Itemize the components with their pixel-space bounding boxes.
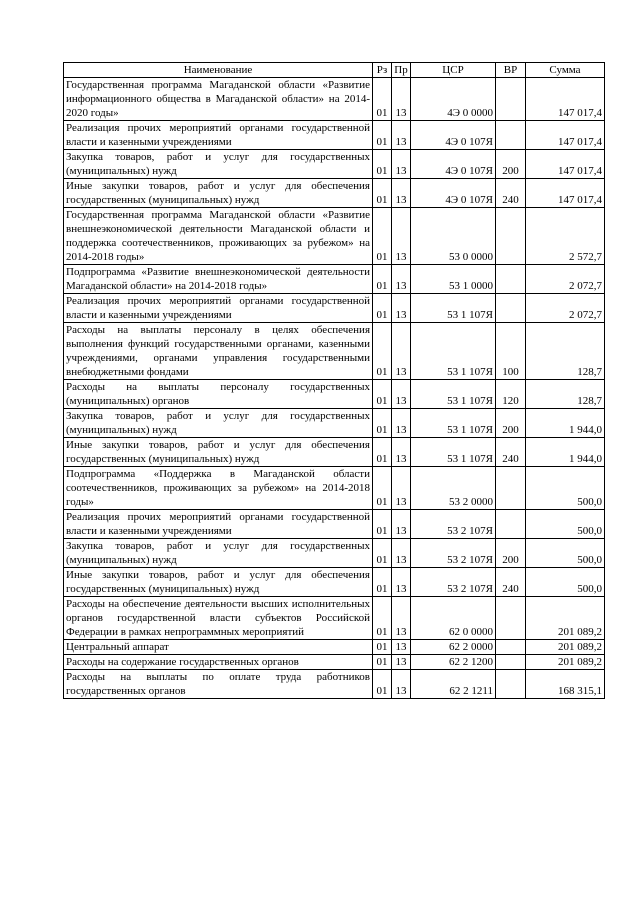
cell-csr: 53 2 0000 [411, 467, 496, 510]
cell-rz: 01 [373, 323, 392, 380]
table-row [64, 179, 605, 208]
cell-sum: 500,0 [526, 539, 605, 568]
cell-pr: 13 [392, 655, 411, 670]
table-row [64, 78, 605, 121]
cell-pr: 13 [392, 467, 411, 510]
cell-pr: 13 [392, 510, 411, 539]
cell-name: Расходы на выплаты персоналу государственных (муниципальных) органов [64, 380, 373, 409]
cell-csr: 53 1 0000 [411, 265, 496, 294]
cell-sum: 147 017,4 [526, 78, 605, 121]
cell-name: Государственная программа Магаданской области «Развитие внешнеэкономической деятельности Магаданской области и поддержка соотечественников, проживающих за рубежом» на 2014-2018 годы» [64, 208, 373, 265]
budget-table [63, 62, 605, 699]
table-body [64, 78, 605, 699]
header-pr: Пр [392, 63, 411, 78]
cell-rz: 01 [373, 597, 392, 640]
cell-name: Иные закупки товаров, работ и услуг для обеспечения государственных (муниципальных) нужд [64, 568, 373, 597]
table-row [64, 670, 605, 699]
cell-vr [496, 510, 526, 539]
cell-sum: 1 944,0 [526, 409, 605, 438]
cell-vr [496, 467, 526, 510]
cell-sum: 500,0 [526, 568, 605, 597]
cell-vr [496, 655, 526, 670]
cell-vr [496, 670, 526, 699]
cell-pr: 13 [392, 179, 411, 208]
cell-rz: 01 [373, 380, 392, 409]
cell-name: Государственная программа Магаданской области «Развитие информационного общества в Магаданской области» на 2014-2020 годы» [64, 78, 373, 121]
table-row [64, 409, 605, 438]
cell-pr: 13 [392, 323, 411, 380]
cell-csr: 53 0 0000 [411, 208, 496, 265]
cell-name: Центральный аппарат [64, 640, 373, 655]
table-header [64, 63, 605, 78]
cell-csr: 53 2 107Я [411, 568, 496, 597]
cell-rz: 01 [373, 179, 392, 208]
cell-name: Подпрограмма «Поддержка в Магаданской области соотечественников, проживающих за рубежом» на 2014-2018 годы» [64, 467, 373, 510]
cell-sum: 201 089,2 [526, 597, 605, 640]
table-row [64, 294, 605, 323]
cell-csr: 62 2 0000 [411, 640, 496, 655]
cell-rz: 01 [373, 539, 392, 568]
header-row [64, 63, 605, 78]
cell-vr [496, 597, 526, 640]
cell-rz: 01 [373, 409, 392, 438]
cell-sum: 201 089,2 [526, 640, 605, 655]
table-row [64, 510, 605, 539]
table-row [64, 568, 605, 597]
cell-pr: 13 [392, 78, 411, 121]
cell-csr: 53 2 107Я [411, 510, 496, 539]
cell-pr: 13 [392, 150, 411, 179]
table-row [64, 467, 605, 510]
cell-sum: 128,7 [526, 380, 605, 409]
table-row [64, 539, 605, 568]
cell-rz: 01 [373, 78, 392, 121]
header-name: Наименование [64, 63, 373, 78]
cell-vr: 240 [496, 179, 526, 208]
cell-csr: 4Э 0 0000 [411, 78, 496, 121]
cell-vr [496, 121, 526, 150]
cell-vr [496, 208, 526, 265]
table-row [64, 380, 605, 409]
cell-pr: 13 [392, 438, 411, 467]
cell-name: Расходы на выплаты по оплате труда работников государственных органов [64, 670, 373, 699]
cell-sum: 168 315,1 [526, 670, 605, 699]
cell-rz: 01 [373, 640, 392, 655]
cell-csr: 62 2 1211 [411, 670, 496, 699]
cell-name: Закупка товаров, работ и услуг для государственных (муниципальных) нужд [64, 409, 373, 438]
cell-name: Иные закупки товаров, работ и услуг для обеспечения государственных (муниципальных) нужд [64, 438, 373, 467]
table-row [64, 265, 605, 294]
cell-csr: 53 1 107Я [411, 438, 496, 467]
cell-rz: 01 [373, 265, 392, 294]
cell-pr: 13 [392, 409, 411, 438]
cell-pr: 13 [392, 670, 411, 699]
cell-vr: 200 [496, 150, 526, 179]
cell-vr: 200 [496, 539, 526, 568]
cell-rz: 01 [373, 670, 392, 699]
cell-pr: 13 [392, 265, 411, 294]
cell-vr: 240 [496, 438, 526, 467]
cell-sum: 147 017,4 [526, 179, 605, 208]
cell-csr: 53 2 107Я [411, 539, 496, 568]
cell-rz: 01 [373, 655, 392, 670]
cell-name: Закупка товаров, работ и услуг для государственных (муниципальных) нужд [64, 539, 373, 568]
cell-rz: 01 [373, 568, 392, 597]
cell-vr [496, 294, 526, 323]
cell-vr [496, 78, 526, 121]
cell-name: Расходы на содержание государственных органов [64, 655, 373, 670]
cell-rz: 01 [373, 121, 392, 150]
cell-vr [496, 640, 526, 655]
cell-name: Реализация прочих мероприятий органами государственной власти и казенными учреждениями [64, 121, 373, 150]
cell-name: Реализация прочих мероприятий органами государственной власти и казенными учреждениями [64, 294, 373, 323]
cell-name: Реализация прочих мероприятий органами государственной власти и казенными учреждениями [64, 510, 373, 539]
cell-rz: 01 [373, 294, 392, 323]
cell-csr: 62 0 0000 [411, 597, 496, 640]
cell-csr: 4Э 0 107Я [411, 150, 496, 179]
cell-sum: 147 017,4 [526, 121, 605, 150]
table-row [64, 323, 605, 380]
cell-name: Иные закупки товаров, работ и услуг для обеспечения государственных (муниципальных) нужд [64, 179, 373, 208]
cell-sum: 2 072,7 [526, 294, 605, 323]
cell-csr: 4Э 0 107Я [411, 121, 496, 150]
table-row [64, 597, 605, 640]
header-rz: Рз [373, 63, 392, 78]
cell-sum: 128,7 [526, 323, 605, 380]
cell-vr: 120 [496, 380, 526, 409]
cell-sum: 2 572,7 [526, 208, 605, 265]
cell-csr: 53 1 107Я [411, 380, 496, 409]
cell-pr: 13 [392, 568, 411, 597]
cell-csr: 53 1 107Я [411, 409, 496, 438]
cell-rz: 01 [373, 438, 392, 467]
table-row [64, 655, 605, 670]
cell-name: Расходы на обеспечение деятельности высших исполнительных органов государственной власти субъектов Российской Федерации в рамках непрограммных мероприятий [64, 597, 373, 640]
cell-csr: 53 1 107Я [411, 323, 496, 380]
table-row [64, 640, 605, 655]
cell-pr: 13 [392, 208, 411, 265]
cell-sum: 500,0 [526, 510, 605, 539]
cell-pr: 13 [392, 640, 411, 655]
cell-csr: 62 2 1200 [411, 655, 496, 670]
cell-vr [496, 265, 526, 294]
cell-sum: 147 017,4 [526, 150, 605, 179]
cell-csr: 53 1 107Я [411, 294, 496, 323]
cell-rz: 01 [373, 467, 392, 510]
cell-csr: 4Э 0 107Я [411, 179, 496, 208]
cell-pr: 13 [392, 380, 411, 409]
table-row [64, 150, 605, 179]
cell-vr: 100 [496, 323, 526, 380]
cell-pr: 13 [392, 294, 411, 323]
header-sum: Сумма [526, 63, 605, 78]
cell-rz: 01 [373, 208, 392, 265]
cell-sum: 201 089,2 [526, 655, 605, 670]
cell-vr: 200 [496, 409, 526, 438]
cell-vr: 240 [496, 568, 526, 597]
cell-sum: 500,0 [526, 467, 605, 510]
cell-pr: 13 [392, 539, 411, 568]
header-csr: ЦСР [411, 63, 496, 78]
header-vr: ВР [496, 63, 526, 78]
table-row [64, 438, 605, 467]
cell-rz: 01 [373, 150, 392, 179]
cell-name: Расходы на выплаты персоналу в целях обеспечения выполнения функций государственными органами, казенными учреждениями, органами управления государственными внебюджетными фондами [64, 323, 373, 380]
cell-pr: 13 [392, 597, 411, 640]
cell-name: Закупка товаров, работ и услуг для государственных (муниципальных) нужд [64, 150, 373, 179]
table-row [64, 121, 605, 150]
table-row [64, 208, 605, 265]
cell-pr: 13 [392, 121, 411, 150]
cell-sum: 1 944,0 [526, 438, 605, 467]
cell-name: Подпрограмма «Развитие внешнеэкономической деятельности Магаданской области» на 2014-2018 годы» [64, 265, 373, 294]
cell-rz: 01 [373, 510, 392, 539]
cell-sum: 2 072,7 [526, 265, 605, 294]
